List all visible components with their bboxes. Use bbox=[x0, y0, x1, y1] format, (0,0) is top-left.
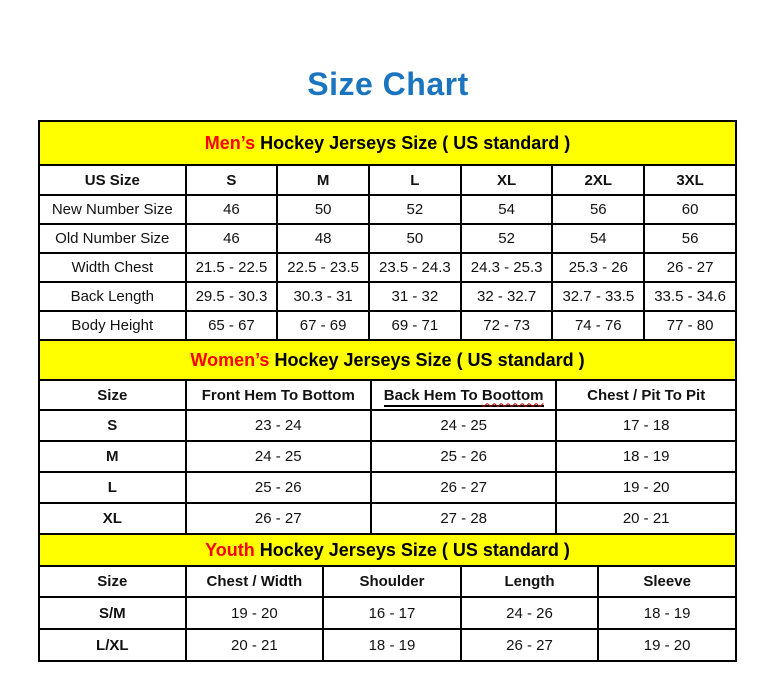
column-header bbox=[371, 380, 556, 410]
back-hem-prefix: Back Hem To bbox=[383, 386, 482, 404]
row-label: Body Height bbox=[39, 311, 186, 340]
cell: 25 - 26 bbox=[186, 472, 371, 503]
row-label: XL bbox=[39, 503, 186, 534]
table-row bbox=[39, 441, 736, 472]
table-row bbox=[39, 629, 736, 661]
column-header: M bbox=[277, 165, 369, 195]
row-label: S/M bbox=[39, 597, 186, 629]
cell: 77 - 80 bbox=[644, 311, 736, 340]
cell: 25 - 26 bbox=[371, 441, 556, 472]
cell: 32 - 32.7 bbox=[461, 282, 553, 311]
cell: 19 - 20 bbox=[598, 629, 736, 661]
cell: 72 - 73 bbox=[461, 311, 553, 340]
cell: 18 - 19 bbox=[323, 629, 461, 661]
cell: 19 - 20 bbox=[556, 472, 736, 503]
table-row bbox=[39, 282, 736, 311]
womens-band-highlight: Women’s bbox=[190, 349, 270, 370]
cell: 56 bbox=[644, 224, 736, 253]
misspelled-word: Boottom bbox=[481, 386, 544, 404]
column-header: 3XL bbox=[644, 165, 736, 195]
column-header: Size bbox=[39, 566, 186, 597]
cell: 26 - 27 bbox=[644, 253, 736, 282]
womens-section-band bbox=[39, 340, 736, 380]
womens-header-row bbox=[39, 380, 736, 410]
mens-band-cell bbox=[39, 121, 736, 165]
column-header: US Size bbox=[39, 165, 186, 195]
row-label: L/XL bbox=[39, 629, 186, 661]
cell: 23 - 24 bbox=[186, 410, 371, 441]
row-label: Old Number Size bbox=[39, 224, 186, 253]
cell: 20 - 21 bbox=[556, 503, 736, 534]
cell: 31 - 32 bbox=[369, 282, 461, 311]
cell: 18 - 19 bbox=[556, 441, 736, 472]
mens-section-band bbox=[39, 121, 736, 165]
mens-band-rest: Hockey Jerseys Size ( US standard ) bbox=[255, 132, 571, 153]
mens-header-row bbox=[39, 165, 736, 195]
cell: 17 - 18 bbox=[556, 410, 736, 441]
cell: 46 bbox=[186, 224, 278, 253]
cell: 67 - 69 bbox=[277, 311, 369, 340]
cell: 26 - 27 bbox=[371, 472, 556, 503]
cell: 24 - 26 bbox=[461, 597, 599, 629]
column-header: Sleeve bbox=[598, 566, 736, 597]
column-header: XL bbox=[461, 165, 553, 195]
cell: 25.3 - 26 bbox=[552, 253, 644, 282]
table-row bbox=[39, 195, 736, 224]
cell: 50 bbox=[277, 195, 369, 224]
underlined-header-text bbox=[384, 387, 544, 407]
mens-band-highlight: Men’s bbox=[204, 132, 256, 153]
cell: 54 bbox=[461, 195, 553, 224]
youth-band-highlight: Youth bbox=[205, 539, 255, 560]
cell: 27 - 28 bbox=[371, 503, 556, 534]
table-row bbox=[39, 503, 736, 534]
column-header: Shoulder bbox=[323, 566, 461, 597]
table-row bbox=[39, 472, 736, 503]
page-title: Size Chart bbox=[307, 66, 469, 102]
cell: 29.5 - 30.3 bbox=[186, 282, 278, 311]
cell: 69 - 71 bbox=[369, 311, 461, 340]
row-label: Width Chest bbox=[39, 253, 186, 282]
cell: 52 bbox=[461, 224, 553, 253]
cell: 20 - 21 bbox=[186, 629, 324, 661]
cell: 56 bbox=[552, 195, 644, 224]
cell: 16 - 17 bbox=[323, 597, 461, 629]
cell: 46 bbox=[186, 195, 278, 224]
womens-size-table bbox=[38, 339, 737, 535]
table-row bbox=[39, 311, 736, 340]
cell: 18 - 19 bbox=[598, 597, 736, 629]
cell: 21.5 - 22.5 bbox=[186, 253, 278, 282]
cell: 22.5 - 23.5 bbox=[277, 253, 369, 282]
column-header: 2XL bbox=[552, 165, 644, 195]
row-label: Back Length bbox=[39, 282, 186, 311]
youth-header-row bbox=[39, 566, 736, 597]
cell: 60 bbox=[644, 195, 736, 224]
youth-band-cell bbox=[39, 534, 736, 566]
cell: 74 - 76 bbox=[552, 311, 644, 340]
cell: 48 bbox=[277, 224, 369, 253]
row-label: M bbox=[39, 441, 186, 472]
row-label: New Number Size bbox=[39, 195, 186, 224]
cell: 65 - 67 bbox=[186, 311, 278, 340]
womens-band-cell bbox=[39, 340, 736, 380]
column-header: Chest / Pit To Pit bbox=[556, 380, 736, 410]
cell: 50 bbox=[369, 224, 461, 253]
cell: 30.3 - 31 bbox=[277, 282, 369, 311]
cell: 32.7 - 33.5 bbox=[552, 282, 644, 311]
youth-size-table bbox=[38, 533, 737, 662]
mens-size-table bbox=[38, 120, 737, 341]
row-label: L bbox=[39, 472, 186, 503]
column-header: S bbox=[186, 165, 278, 195]
cell: 23.5 - 24.3 bbox=[369, 253, 461, 282]
cell: 52 bbox=[369, 195, 461, 224]
cell: 24 - 25 bbox=[186, 441, 371, 472]
column-header: Size bbox=[39, 380, 186, 410]
cell: 24.3 - 25.3 bbox=[461, 253, 553, 282]
youth-section-band bbox=[39, 534, 736, 566]
column-header: Front Hem To Bottom bbox=[186, 380, 371, 410]
cell: 54 bbox=[552, 224, 644, 253]
youth-band-rest: Hockey Jerseys Size ( US standard ) bbox=[254, 539, 570, 560]
column-header: Chest / Width bbox=[186, 566, 324, 597]
cell: 24 - 25 bbox=[371, 410, 556, 441]
row-label: S bbox=[39, 410, 186, 441]
table-row bbox=[39, 224, 736, 253]
size-tables-container bbox=[38, 120, 737, 662]
column-header: Length bbox=[461, 566, 599, 597]
table-row bbox=[39, 253, 736, 282]
womens-band-rest: Hockey Jerseys Size ( US standard ) bbox=[269, 349, 585, 370]
table-row bbox=[39, 597, 736, 629]
cell: 26 - 27 bbox=[186, 503, 371, 534]
cell: 33.5 - 34.6 bbox=[644, 282, 736, 311]
column-header: L bbox=[369, 165, 461, 195]
table-row bbox=[39, 410, 736, 441]
cell: 19 - 20 bbox=[186, 597, 324, 629]
cell: 26 - 27 bbox=[461, 629, 599, 661]
